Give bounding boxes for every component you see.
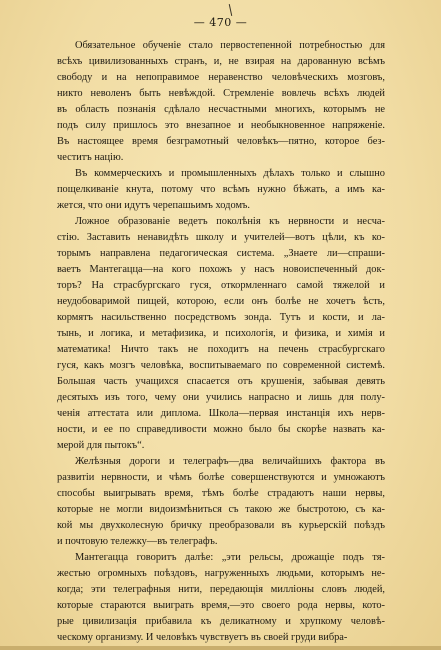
page-edge <box>0 646 441 650</box>
text-line: Въ коммерческихъ и промышленныхъ дѣлахъ только и слышно <box>75 168 385 179</box>
text-line: Желѣзныя дороги и телеграфъ—два величайшихъ фактора въ <box>75 456 385 467</box>
text-line: ченія аттестата или диплома. Школа—первая инстанція ихъ нерв- <box>57 408 385 419</box>
text-line: честитъ націю. <box>57 152 124 163</box>
text-line: Большая часть учащихся спасается отъ крушенія, забывая девять <box>57 376 385 387</box>
text-line: десятыхъ изъ того, чему они учились напрасно и лишь для полу- <box>57 392 385 403</box>
text-line: математика! Ничто такъ не походитъ на печень страсбургскаго <box>57 344 385 355</box>
text-line: торъ? На страсбургскаго гуся, откормленнаго самой тяжелой и <box>57 280 385 291</box>
paragraph <box>57 166 385 214</box>
text-line: жется, что они идутъ черепашьимъ ходомъ. <box>57 200 250 211</box>
text-line: въ область познанія сдѣлало несчастными многихъ, которымъ не <box>57 104 385 115</box>
text-line: Обязательное обученіе стало первостепенной потребностью для <box>75 40 385 51</box>
text-line: пощелкиваніе кнута, потому что всѣмъ нужно бѣжать, а имъ ка- <box>57 184 385 195</box>
text-line: тынь, и логика, и метафизика, и психологія, и физика, и химія и <box>57 328 385 339</box>
paragraph <box>57 550 385 646</box>
text-line: свободу и на непоправимое неравенство человѣческихъ мозговъ, <box>57 72 385 83</box>
paragraph <box>57 38 385 166</box>
text-line: неудобоваримой пищей, которою, если онъ болѣе не хочетъ ѣсть, <box>57 296 385 307</box>
text-line: торымъ направлена педагогическая система. „Знаете ли—спраши- <box>57 248 385 259</box>
text-line: ности, и ее по справедливости можно было бы скорѣе назвать ка- <box>57 424 385 435</box>
text-line: гуся, какъ мозгъ человѣка, воспитываемаго по современной системѣ. <box>57 360 385 371</box>
text-line: Въ настоящее время безграмотный человѣкъ—пятно, которое без- <box>57 136 385 147</box>
text-line: и почтовую тележку—въ телеграфъ. <box>57 536 218 547</box>
text-line: Ложное образованіе ведетъ поколѣнія къ нервности и несча- <box>75 216 385 227</box>
text-line: ваетъ Мантегацца—на кого похожъ у насъ новоиспеченный док- <box>57 264 385 275</box>
paragraph <box>57 214 385 454</box>
page-text <box>57 38 385 646</box>
text-line: никто неволенъ быть невѣждой. Стремленіе вовлечь всѣхъ людей <box>57 88 385 99</box>
text-line: которые не могли видоизмѣниться съ такою же быстротою, съ ка- <box>57 504 385 515</box>
page-number: — 470 — <box>193 16 248 29</box>
text-line: кой мы двухколесную бричку преобразовали въ курьерскій поѣздъ <box>57 520 385 531</box>
text-line: ческому организму. И человѣкъ чувствуетъ въ своей груди вибра- <box>57 632 348 643</box>
margin-mark <box>229 4 232 16</box>
text-line: подъ силу пришлось это внезапное и необыкновенное напряженіе. <box>57 120 385 131</box>
text-line: когда; эти телеграфныя нити, передающія милліоны словъ людей, <box>57 584 385 595</box>
text-line: стію. Заставить ненавидѣть школу и учителей—вотъ цѣли, къ ко- <box>57 232 385 243</box>
text-line: мерой для пытокъ“. <box>57 440 145 451</box>
text-line: которые стараются выиграть время,—это своего рода нервы, кото- <box>57 600 385 611</box>
text-line: способы выигрывать время, тѣмъ болѣе страдаютъ наши нервы, <box>57 488 385 499</box>
paragraph <box>57 454 385 550</box>
text-line: кормятъ насильственно посредствомъ зонда. Тутъ и кости, и ла- <box>57 312 385 323</box>
text-line: Мантегацца говоритъ далѣе: „эти рельсы, дрожащіе подъ тя- <box>75 552 385 563</box>
text-line: развитіи нервности, и чѣмъ болѣе совершенствуются и умножаютъ <box>57 472 385 483</box>
text-line: жестью огромныхъ поѣздовъ, нагруженныхъ людьми, которымъ не- <box>57 568 385 579</box>
text-line: рые цивилизація прибавила къ деликатному и хрупкому человѣ- <box>57 616 385 627</box>
text-line: всѣхъ цивилизованныхъ странъ, и, не взирая на дарованную всѣмъ <box>57 56 385 67</box>
